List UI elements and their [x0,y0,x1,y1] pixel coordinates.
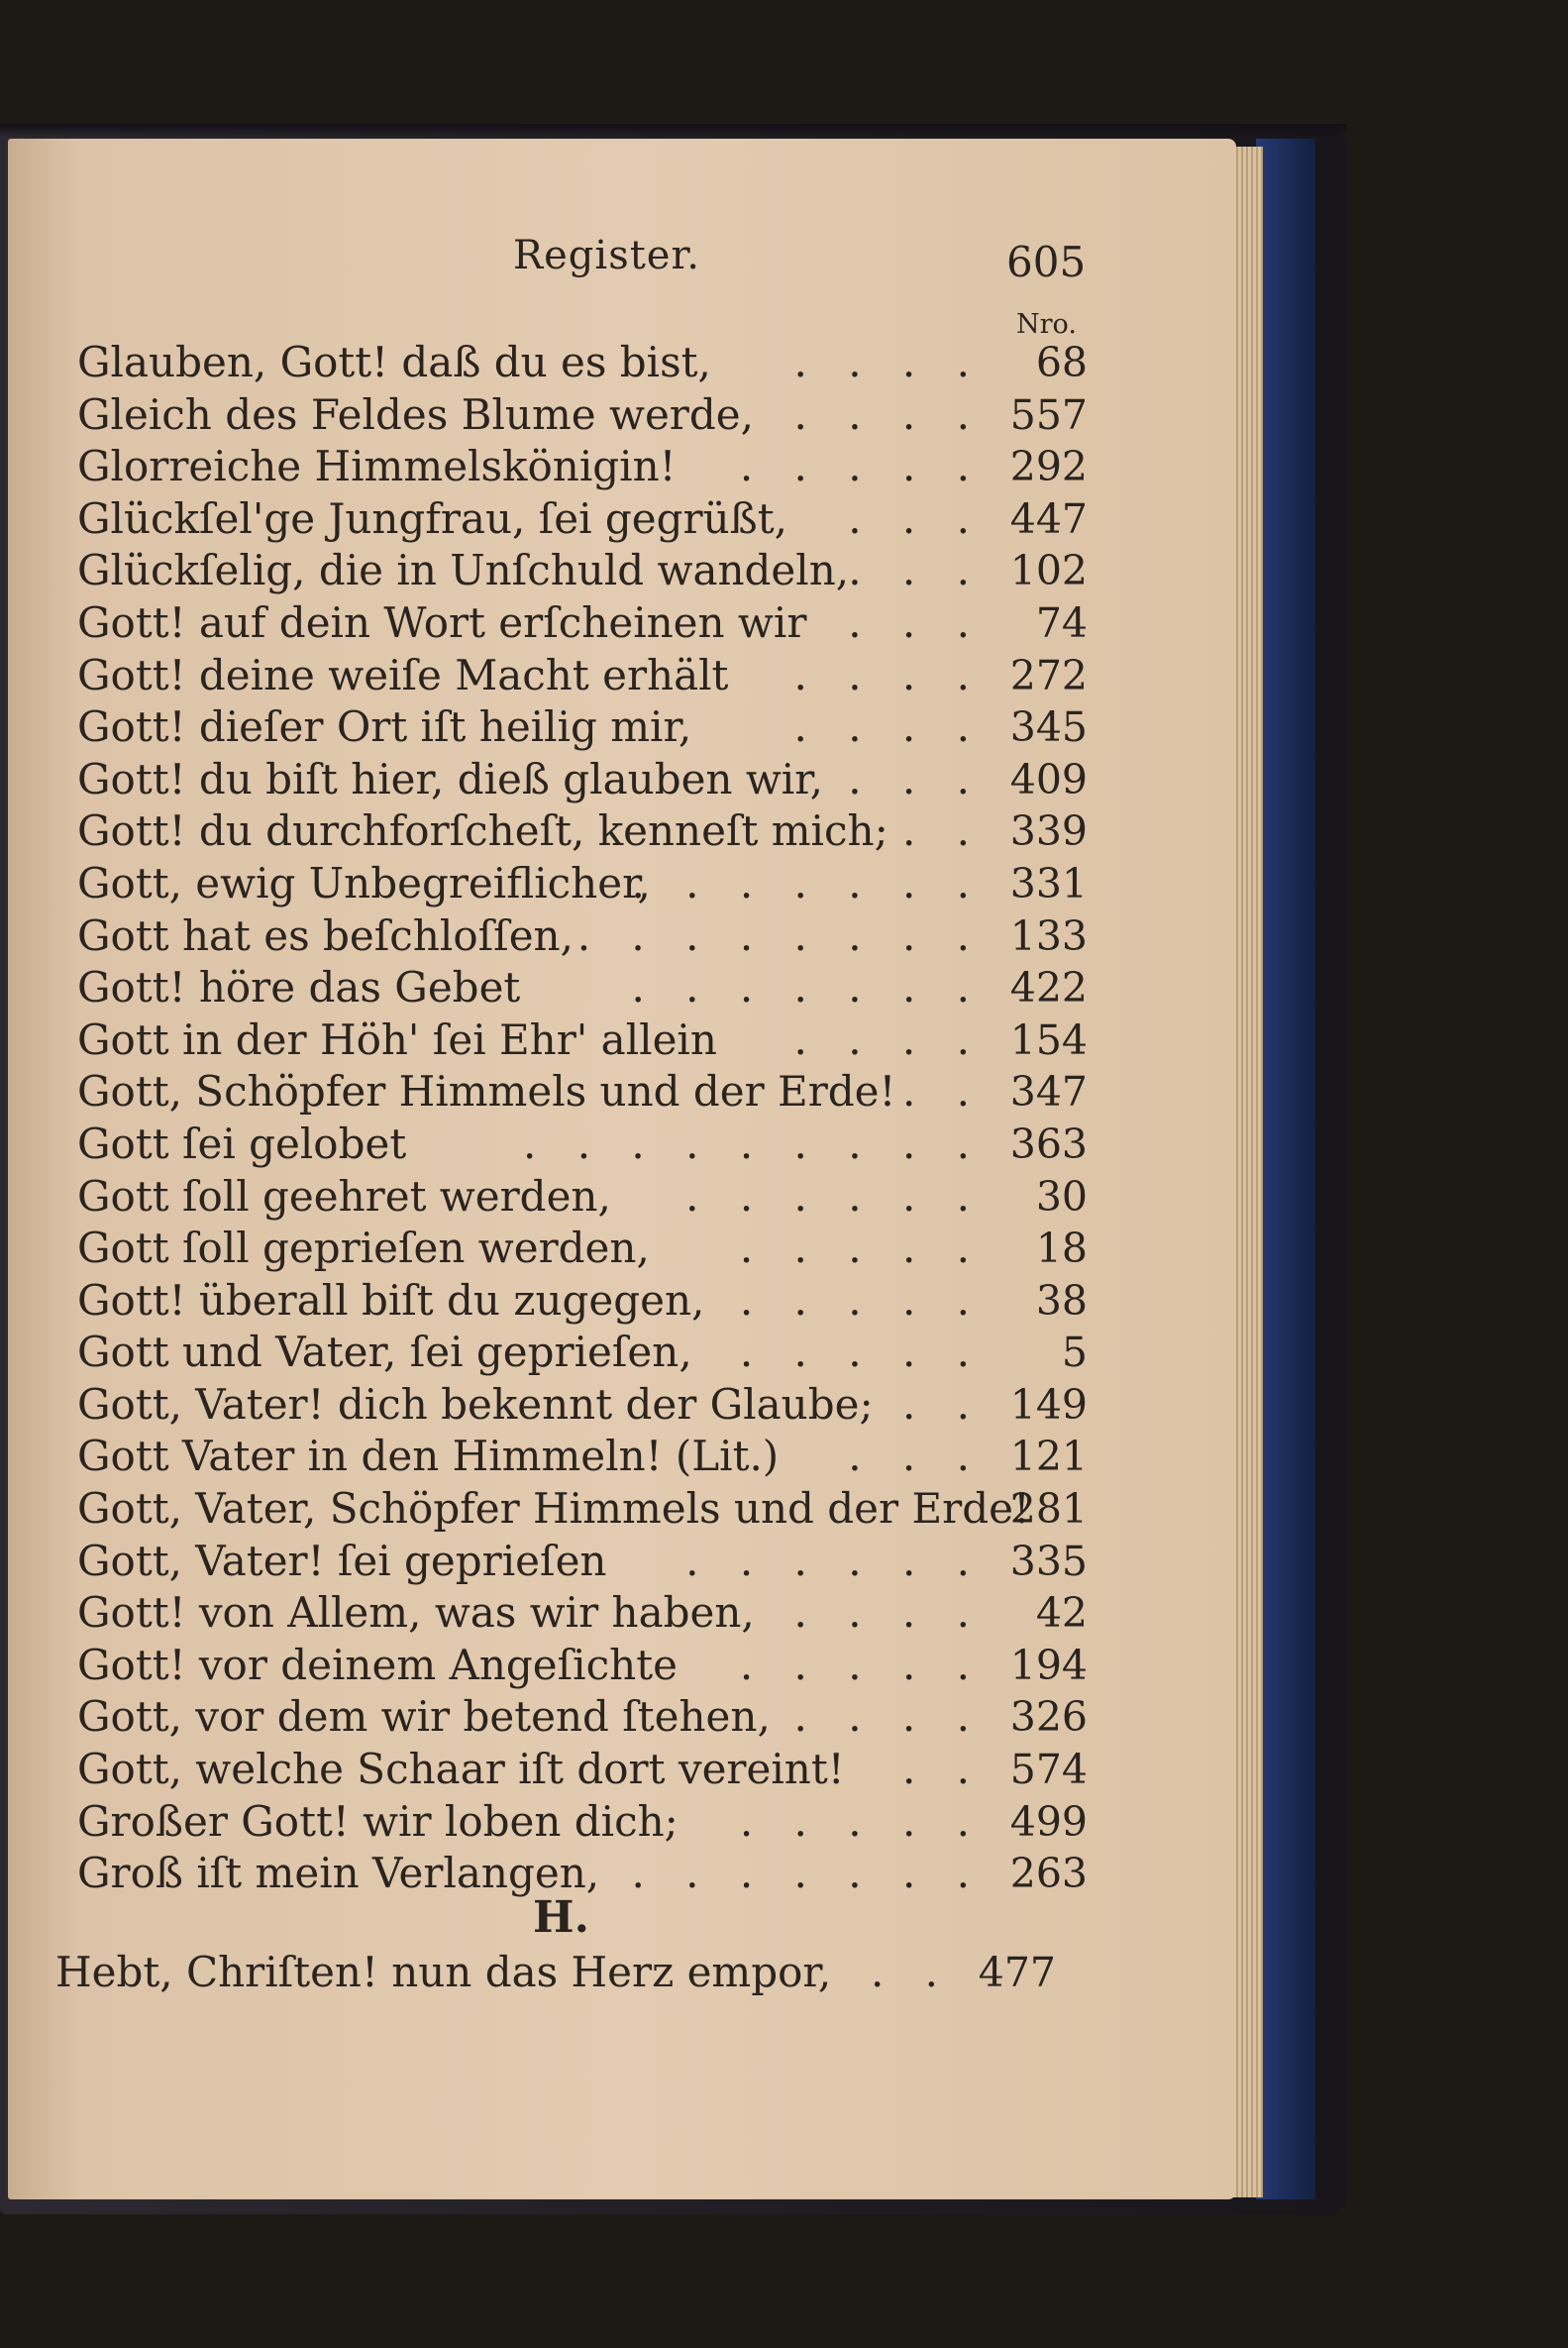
top-shadow [0,124,1347,138]
index-entry: Gott, vor dem wir betend ſtehen, . . . . 326 [77,1692,1088,1742]
index-entry: Gleich des Feldes Blume werde, . . . . 557 [77,389,1088,439]
index-entry: Gott! du durchforſcheſt, kenneſt mich; . . 339 [77,806,1088,856]
book-spine-edge [1256,139,1315,2199]
index-entry: Gott und Vater, ſei geprieſen, . . . . . 5 [77,1328,1088,1377]
index-entry: Gott, Vater! ſei geprieſen . . . . . . 335 [77,1536,1088,1585]
section-entries [55,1947,1056,1999]
book-page [8,139,1236,2199]
index-entry: Gott, Vater! dich bekennt der Glaube; . . 149 [77,1379,1088,1429]
index-entry: Glauben, Gott! daß du es bist, . . . . 68 [77,338,1088,386]
index-entry: Gott! überall biſt du zugegen, . . . . . 38 [77,1275,1088,1325]
index-entry: Gott! dieſer Ort iſt heilig mir, . . . . 345 [77,702,1088,752]
page-title: Register. [513,233,700,278]
index-entry: Gott! deine weiſe Macht erhält . . . . 272 [77,650,1088,699]
section-letter: H. [533,1892,589,1943]
index-entry: Gott hat es beſchloſſen, . . . . . . . . 133 [77,910,1088,960]
index-entry: Glückſel'ge Jungfrau, ſei gegrüßt, . . . 447 [77,493,1088,543]
index-entry: Groß iſt mein Verlangen, . . . . . . . 263 [77,1849,1088,1898]
index-entry: Gott, Schöpfer Himmels und der Erde! . . 347 [77,1067,1088,1117]
index-entry: Gott ſoll geehret werden, . . . . . . 30 [77,1171,1088,1221]
index-entry: Glorreiche Himmelskönigin! . . . . . 292 [77,442,1088,491]
index-list [77,337,1088,1900]
index-entry: Hebt, Chriſten! nun das Herz empor, . . 477 [55,1948,1056,1996]
index-entry: Gott, Vater, Schöpfer Himmels und der Erde! 281 [77,1484,1088,1534]
index-entry: Gott! du biſt hier, dieß glauben wir, . . . 409 [77,754,1088,803]
index-entry: Gott! auf dein Wort erſcheinen wir . . . 74 [77,597,1088,647]
index-entry: Gott, ewig Unbegreiflicher, . . . . . . . 331 [77,858,1088,907]
index-entry: Gott! von Allem, was wir haben, . . . . 42 [77,1588,1088,1638]
index-entry: Gott! höre das Gebet . . . . . . . 422 [77,963,1088,1013]
column-label: Nro. [1016,309,1077,340]
index-entry: Gott ſoll geprieſen werden, . . . . . 18 [77,1224,1088,1273]
index-entry: Gott in der Höh' ſei Ehr' allein . . . . 154 [77,1014,1088,1064]
index-entry: Glückſelig, die in Unſchuld wandeln, . . . 102 [77,546,1088,595]
page-number: 605 [1006,238,1087,286]
index-entry: Gott ſei gelobet . . . . . . . . . 363 [77,1119,1088,1168]
index-entry: Gott Vater in den Himmeln! (Lit.) . . . 121 [77,1432,1088,1481]
index-entry: Großer Gott! wir loben dich; . . . . . 499 [77,1796,1088,1846]
index-entry: Gott, welche Schaar iſt dort vereint! . . 574 [77,1745,1088,1794]
index-entry: Gott! vor deinem Angeſichte . . . . . 194 [77,1640,1088,1689]
